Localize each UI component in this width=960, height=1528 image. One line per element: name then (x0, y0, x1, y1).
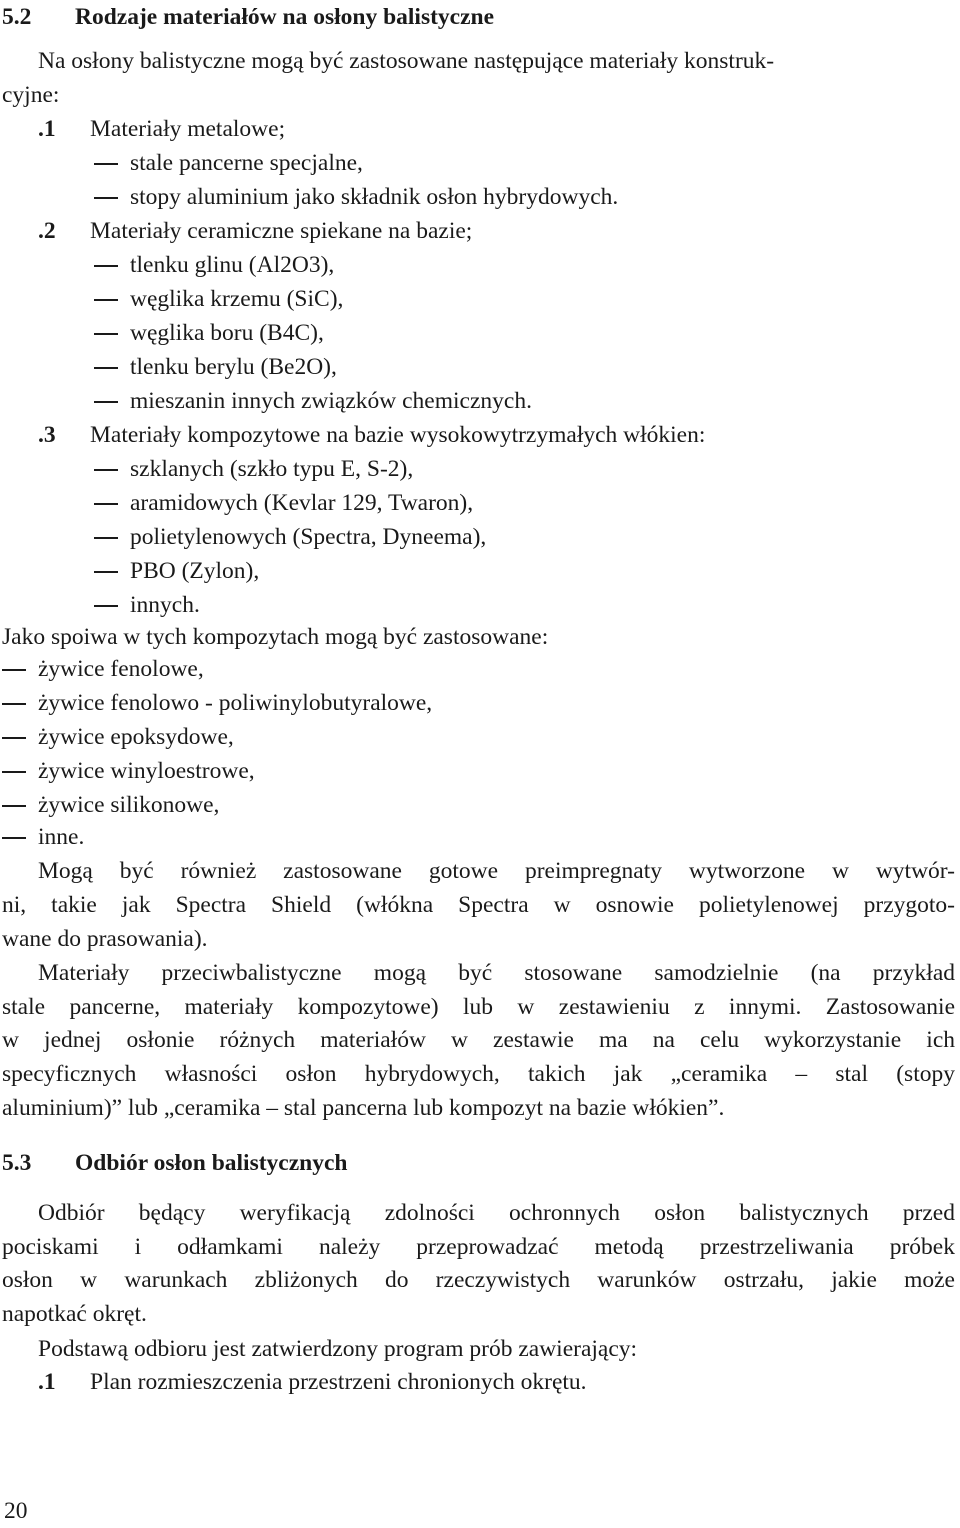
group-number: .1 (38, 116, 56, 142)
binders-intro: Jako spoiwa w tych kompozytach mogą być zastosowane: (2, 624, 549, 650)
group-2-title: .2 Materiały ceramiczne spiekane na bazie; (0, 214, 960, 248)
list-item: aramidowych (Kevlar 129, Twaron), (0, 486, 960, 520)
list-item: polietylenowych (Spectra, Dyneema), (0, 520, 960, 554)
intro-line: cyjne: (2, 82, 60, 108)
binder-item: inne. (0, 820, 960, 854)
list-item: tlenku glinu (Al2O3), (0, 248, 960, 282)
dash-bullet (2, 805, 26, 807)
paragraph-line: napotkać okręt. (2, 1301, 147, 1327)
list-item: stale pancerne specjalne, (0, 146, 960, 180)
section-number: 5.3 (2, 1150, 32, 1176)
dash-bullet (94, 163, 118, 165)
dash-bullet (94, 197, 118, 199)
dash-bullet (94, 605, 118, 607)
list-item: węglika boru (B4C), (0, 316, 960, 350)
paragraph-line: aluminium)” lub „ceramika – stal pancerna lub kompozyt na bazie włókien”. (2, 1095, 725, 1121)
paragraph-line: specyficznych własności osłon hybrydowych, takich jak „ceramika – stal (stopy (2, 1061, 955, 1087)
dash-bullet (94, 299, 118, 301)
dash-bullet (2, 669, 26, 671)
list-item: węglika krzemu (SiC), (0, 282, 960, 316)
paragraph-line: Odbiór będący weryfikacją zdolności ochronnych osłon balistycznych przed (38, 1200, 955, 1226)
list-item: szklanych (szkło typu E, S-2), (0, 452, 960, 486)
list-item: tlenku berylu (Be2O), (0, 350, 960, 384)
paragraph-line: Materiały przeciwbalistyczne mogą być stosowane samodzielnie (na przykład (38, 960, 955, 986)
dash-bullet (94, 537, 118, 539)
section-5-2-heading (0, 0, 960, 34)
binder-item: żywice fenolowo - poliwinylobutyralowe, (0, 686, 960, 720)
dash-bullet (94, 401, 118, 403)
group-1-title: .1 Materiały metalowe; (0, 112, 960, 146)
page-number: 20 (4, 1498, 28, 1524)
group-number: .2 (38, 218, 56, 244)
numbered-item: .1 Plan rozmieszczenia przestrzeni chronionych okrętu. (0, 1365, 960, 1399)
dash-bullet (2, 837, 26, 839)
section-title: Odbiór osłon balistycznych (75, 1150, 348, 1176)
list-item: stopy aluminium jako składnik osłon hybrydowych. (0, 180, 960, 214)
paragraph-line: wane do prasowania). (2, 926, 208, 952)
dash-bullet (94, 469, 118, 471)
binder-item: żywice fenolowe, (0, 652, 960, 686)
list-item: PBO (Zylon), (0, 554, 960, 588)
paragraph-line: stale pancerne, materiały kompozytowe) lub w zestawieniu z innymi. Zastosowanie (2, 994, 955, 1020)
paragraph-line: w jednej osłonie różnych materiałów w zestawie ma na celu wykorzystanie ich (2, 1027, 955, 1053)
paragraph-line: osłon w warunkach zbliżonych do rzeczywistych warunków ostrzału, jakie może (2, 1267, 955, 1293)
dash-bullet (2, 771, 26, 773)
intro-line: Na osłony balistyczne mogą być zastosowane następujące materiały konstruk- (38, 48, 775, 74)
binder-item: żywice epoksydowe, (0, 720, 960, 754)
group-number: .3 (38, 422, 56, 448)
dash-bullet (94, 265, 118, 267)
section-5-3-heading (0, 1146, 960, 1180)
section-number: 5.2 (2, 4, 32, 30)
dash-bullet (94, 503, 118, 505)
group-3-title: .3 Materiały kompozytowe na bazie wysokowytrzymałych włókien: (0, 418, 960, 452)
binder-item: żywice silikonowe, (0, 788, 960, 822)
paragraph-line: Podstawą odbioru jest zatwierdzony program prób zawierający: (38, 1336, 638, 1362)
dash-bullet (94, 367, 118, 369)
paragraph-line: ni, takie jak Spectra Shield (włókna Spectra w osnowie polietylenowej przygoto- (2, 892, 955, 918)
paragraph-line: Mogą być również zastosowane gotowe preimpregnaty wytworzone w wytwór- (38, 858, 955, 884)
dash-bullet (94, 333, 118, 335)
item-number: .1 (38, 1369, 56, 1395)
dash-bullet (94, 571, 118, 573)
dash-bullet (2, 703, 26, 705)
paragraph-line: pociskami i odłamkami należy przeprowadzać metodą przestrzeliwania próbek (2, 1234, 955, 1260)
dash-bullet (2, 737, 26, 739)
binder-item: żywice winyloestrowe, (0, 754, 960, 788)
list-item: innych. (0, 588, 960, 622)
section-title: Rodzaje materiałów na osłony balistyczne (75, 4, 495, 30)
list-item: mieszanin innych związków chemicznych. (0, 384, 960, 418)
